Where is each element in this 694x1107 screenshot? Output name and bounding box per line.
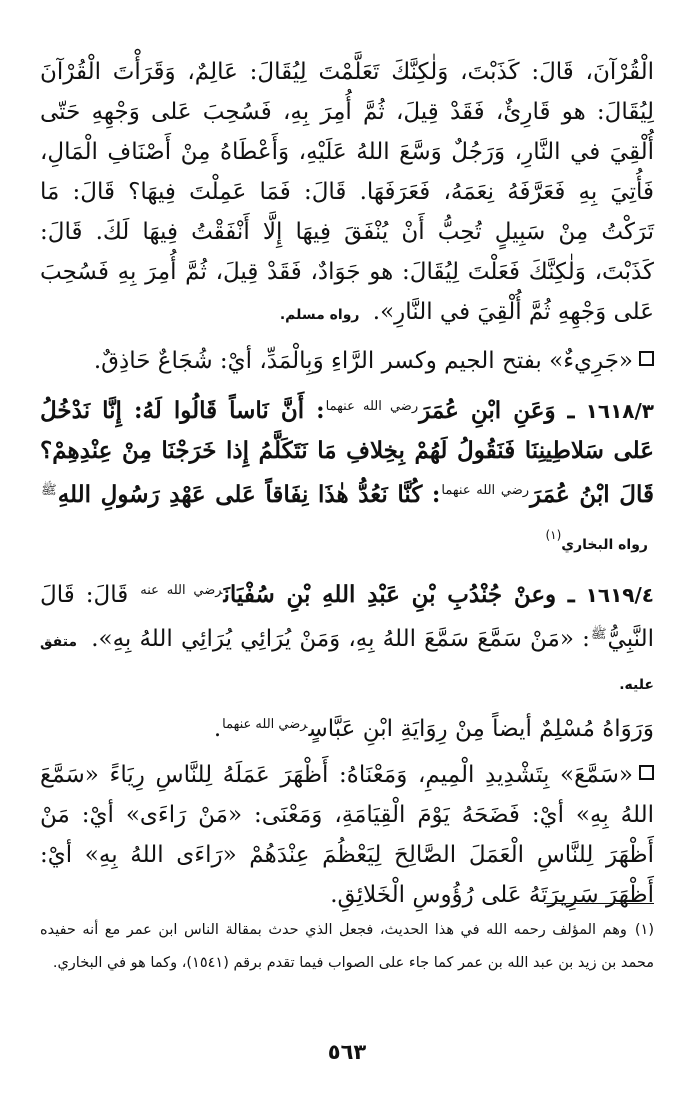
narrator: ـ وعنْ جُنْدُبِ بْنِ عَبْدِ اللهِ بْنِ سُفْيَانَ bbox=[223, 581, 575, 608]
source-reference: رواه البخاري bbox=[561, 537, 648, 553]
footnote-separator bbox=[544, 903, 654, 904]
hadith-number: ١٦١٩/٤ bbox=[585, 583, 654, 607]
hadith-text: : كُنَّا نَعُدُّ هٰذَا نِفَاقاً عَلى عَهْدِ رَسُولِ اللهِ bbox=[57, 481, 441, 508]
hadith-number: ١٦١٨/٣ bbox=[585, 399, 655, 423]
source-reference: رواه مسلم. bbox=[279, 307, 360, 323]
hadith-paragraph: ١٦١٩/٤ ـ وعنْ جُنْدُبِ بْنِ عَبْدِ اللهِ بْنِ سُفْيَانَ$^{رضي الله عنه}$ قَالَ: قَالَ النَّبِيُّ$^ﷺ$: «مَنْ سَمَّعَ سَمَّعَ اللهُ بِهِ، وَمَنْ يُرَائِي يُرَائِي اللهُ بِهِ». متفق عليه. وَرَوَاهُ مُسْلِمٌ أيضاً مِنْ رِوَايَةِ ابْنِ عَبَّاسٍ$^{رضي الله عنهما}$. bbox=[40, 581, 654, 742]
hadith-text: وَرَوَاهُ مُسْلِمٌ أيضاً مِنْ رِوَايَةِ ابْنِ عَبَّاسٍ bbox=[308, 716, 654, 742]
honorific: رضي الله عنه bbox=[140, 583, 223, 598]
hadith-text: : «مَنْ سَمَّعَ سَمَّعَ اللهُ بِهِ، وَمَنْ يُرَائِي يُرَائِي اللهُ بِهِ». bbox=[91, 626, 590, 652]
hadith-continuation-paragraph bbox=[40, 52, 654, 335]
footnote bbox=[40, 914, 654, 980]
footnote-mark: (١) bbox=[634, 922, 654, 938]
hadith-text: قَالَ: قَالَ النَّبِيُّ bbox=[40, 582, 654, 652]
honorific: رضي الله عنهما bbox=[441, 483, 530, 498]
explanation-paragraph bbox=[40, 341, 654, 381]
source-reference: متفق عليه. bbox=[40, 634, 654, 693]
explanation-paragraph bbox=[40, 755, 654, 915]
main-text bbox=[40, 52, 654, 921]
explanation-text: «سَمَّعَ» بِتَشْدِيدِ الْمِيمِ، وَمَعْنَاهُ: أَظْهَرَ عَمَلَهُ لِلنَّاسِ رِيَاءً «سَمَّعَ اللهُ بِهِ» أيْ: فَضَحَهُ يَوْمَ الْقِيَامَةِ، وَمَعْنَى: «مَنْ رَاءَى» أيْ: مَنْ أَظْهَرَ لِلنَّاسِ الْعَمَلَ الصَّالِحَ لِيَعْظُمَ عِنْدَهُمْ «رَاءَى اللهُ بِهِ» أيْ: أَظْهَرَ سَرِيرَتَهُ عَلى رُؤُوسِ الْخَلائِقِ. bbox=[40, 762, 654, 908]
footnote-text: وهم المؤلف رحمه الله في هذا الحديث، فجعل الذي حدث بمقالة الناس ابن عمر مع أنه حفيده محمد بن زيد بن عبد الله بن عمر كما جاء على الصواب فيما تقدم برقم (١٥٤١)، وكما هو في البخاري. bbox=[40, 922, 654, 971]
hadith-paragraph bbox=[40, 387, 654, 565]
square-bullet-icon bbox=[639, 351, 654, 366]
hadith-text: : أَنَّ نَاساً قَالُوا لَهُ: إِنَّا نَدْخُلُ عَلى سَلاطِينِنَا فَنَقُولُ لَهُمْ بِخِلافِ مَا نَتَكَلَّمُ إِذا خَرَجْنَا مِنْ عِنْدِهِمْ؟ قَالَ ابْنُ عُمَرَ bbox=[40, 397, 654, 508]
explanation-text: «جَرِيءٌ» بفتح الجيم وكسر الرَّاءِ وَبِالْمَدِّ، أيْ: شُجَاعٌ حَاذِقٌ. bbox=[93, 348, 633, 374]
footnote-reference: (١) bbox=[545, 528, 562, 542]
hadith-text: الْقُرْآنَ، قَالَ: كَذَبْتَ، وَلٰكِنَّكَ تَعَلَّمْتَ لِيُقَالَ: عَالِمٌ، وَقَرَأْتَ الْقُرْآنَ لِيُقَالَ: هو قَارِئٌ، فَقَدْ قِيلَ، ثُمَّ أُمِرَ بِهِ، فَسُحِبَ عَلى وَجْهِهِ حَتّى أُلْقِيَ في النَّارِ، وَرَجُلٌ وَسَّعَ اللهُ عَلَيْهِ، وَأَعْطَاهُ مِنْ أَصْنَافِ الْمَالِ، فَأُتِيَ بِهِ فَعَرَّفَهُ نِعَمَهُ، فَعَرَفَهَا. قَالَ: فَمَا عَمِلْتَ فِيهَا؟ قَالَ: مَا تَرَكْتُ مِنْ سَبِيلٍ تُحِبُّ أَنْ يُنْفَقَ فِيهَا إِلَّا أَنْفَقْتُ فِيهَا لَكَ. قَالَ: كَذَبْتَ، وَلٰكِنَّكَ فَعَلْتَ لِيُقَالَ: هو جَوَادٌ، فَقَدْ قِيلَ، ثُمَّ أُمِرَ بِهِ فَسُحِبَ عَلى وَجْهِهِ ثُمَّ أُلْقِيَ في النَّارِ». bbox=[40, 59, 654, 325]
honorific: ﷺ bbox=[41, 483, 57, 498]
honorific: رضي الله عنهما bbox=[325, 399, 419, 414]
page-number: ٥٦٣ bbox=[327, 1040, 367, 1064]
honorific: رضي الله عنهما bbox=[222, 717, 308, 732]
square-bullet-icon bbox=[639, 765, 654, 780]
narrator: ـ وَعَنِ ابْنِ عُمَرَ bbox=[419, 397, 575, 424]
honorific: ﷺ bbox=[590, 627, 607, 642]
